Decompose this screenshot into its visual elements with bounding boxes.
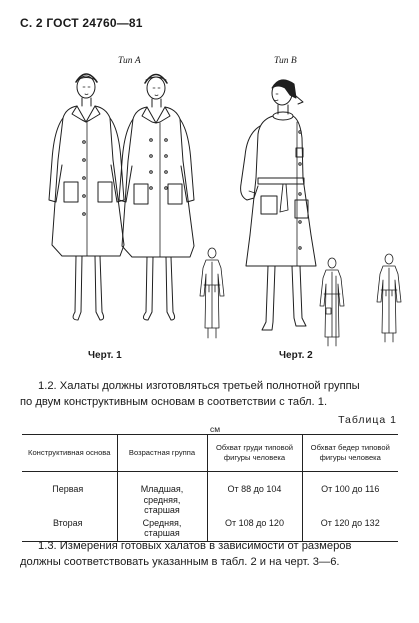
- row-basis: Первая: [52, 484, 84, 494]
- header-basis: Конструктивная основа: [22, 435, 117, 472]
- figure-2-back-view: [377, 254, 401, 342]
- page-header: С. 2 ГОСТ 24760—81: [20, 16, 143, 30]
- header-hips: Обхват бедер типовой фигуры человека: [302, 435, 398, 472]
- header-age-group: Возрастная группа: [117, 435, 207, 472]
- table-row: [22, 472, 398, 517]
- sizes-table: [22, 434, 398, 542]
- table-header-row: [22, 435, 398, 472]
- figure-1-front-double: [119, 75, 194, 321]
- age-item: Средняя,: [142, 517, 182, 528]
- row-ages: [117, 472, 207, 517]
- table-title: Таблица 1: [338, 414, 397, 426]
- header-chest: Обхват груди типовой фигуры человека: [207, 435, 302, 472]
- garment-illustrations: [0, 50, 419, 350]
- type-a-label: Тип А: [118, 56, 141, 66]
- section-1-2-text: [20, 378, 400, 410]
- figure-1-back-view: [200, 248, 224, 338]
- row-chest: От 88 до 104: [207, 472, 302, 517]
- section-1-3-text: [20, 538, 400, 570]
- section-1-2-line-2: по двум конструктивным основам в соответствии с табл. 1.: [20, 396, 328, 408]
- figure-1-front-single: [49, 74, 124, 320]
- section-1-2-line-1: 1.2. Халаты должны изготовляться третьей полнотной группы: [38, 380, 360, 392]
- row-basis: Вторая: [22, 517, 117, 542]
- age-item: старшая: [144, 505, 180, 515]
- row-hips: От 120 до 132: [302, 517, 398, 542]
- row-hips: От 100 до 116: [302, 472, 398, 517]
- section-1-3-line-2: должны соответствовать указанным в табл. 2 и на черт. 3—6.: [20, 556, 340, 568]
- figure-1-caption: Черт. 1: [88, 350, 122, 361]
- age-item: средняя,: [143, 494, 181, 505]
- age-item: Младшая,: [140, 484, 184, 494]
- figure-2-side-view: [241, 80, 316, 330]
- age-item: старшая: [144, 528, 180, 538]
- section-1-3-line-1: 1.3. Измерения готовых халатов в зависимости от размеров: [38, 540, 352, 552]
- figure-2-caption: Черт. 2: [279, 350, 313, 361]
- type-b-label: Тип В: [274, 56, 297, 66]
- table-unit: см: [210, 424, 221, 434]
- row-chest: От 108 до 120: [207, 517, 302, 542]
- figure-2-front-small: [320, 258, 344, 346]
